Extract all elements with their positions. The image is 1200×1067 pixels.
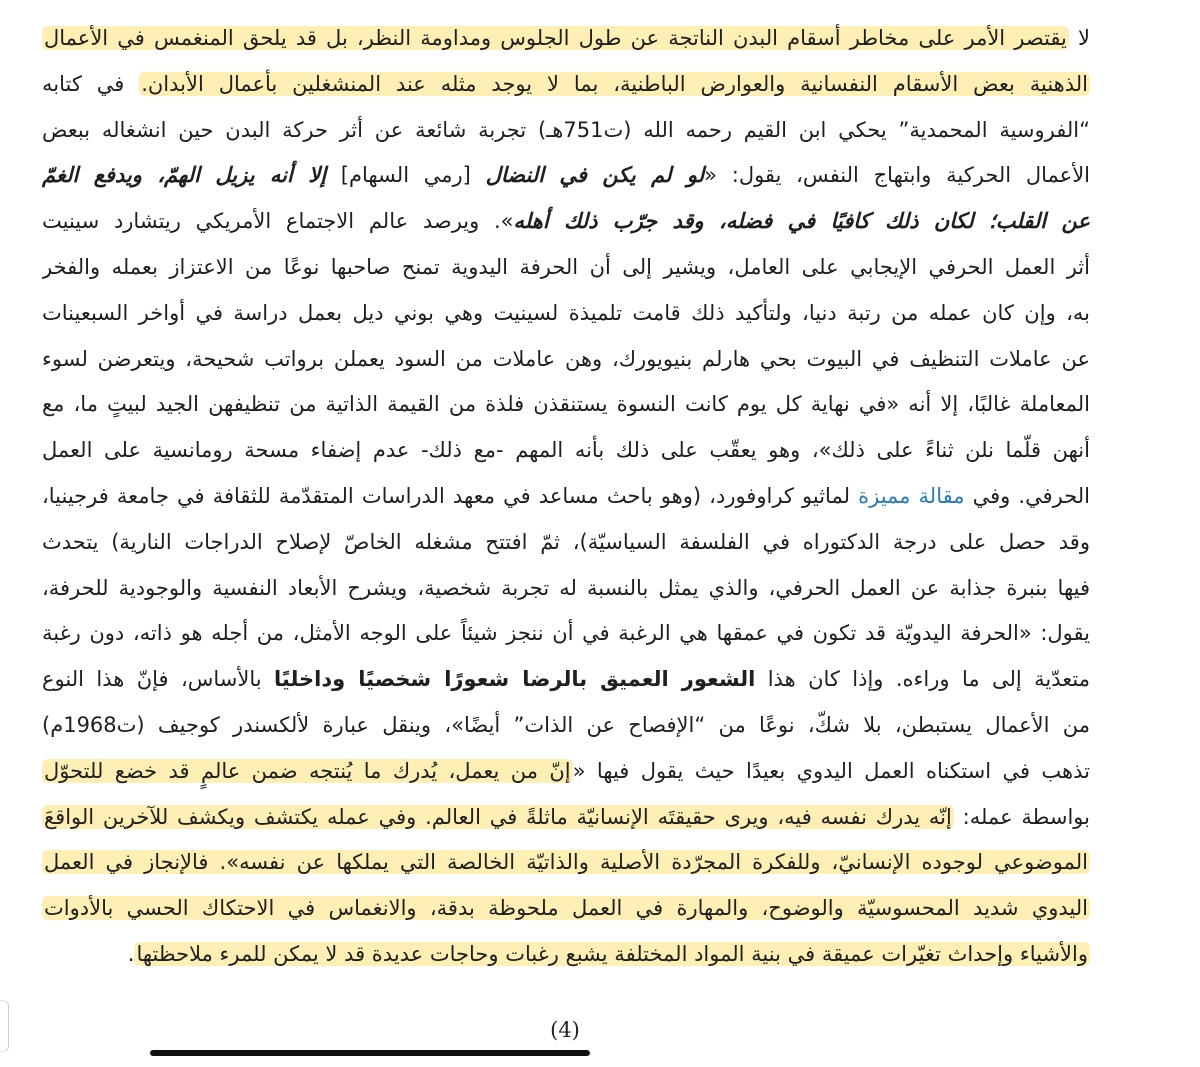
text-line [42, 566, 1090, 612]
page-number: (4) [550, 1018, 580, 1042]
text-line [42, 749, 1090, 795]
highlighted-text: إنّ من يعمل، يُدرك ما يُنتجه ضمن عالمٍ قد خضع للتحوّل [44, 758, 571, 783]
text-line [42, 153, 1090, 199]
text-line [42, 245, 1090, 291]
highlighted-text: الذهنية بعض الأسقام النفسانية والعوارض الباطنية، بما لا يوجد مثله عند المنشغلين بأعمال الأبدان. [141, 71, 1088, 96]
text-line [42, 886, 1090, 932]
text-line [42, 16, 1090, 62]
text-line [42, 474, 1090, 520]
body-text: الأعمال الحركية وابتهاج النفس، يقول: « [704, 163, 1090, 188]
bold-text: الشعور العميق بالرضا شعورًا شخصيًا وداخليًا [274, 667, 756, 692]
body-text: به، وإن كان عمله من رتبة دنيا، ولتأكيد ذلك قامت تلميذة لسينيت وهي بوني ديل بعمل دراسة في أواخر السبعينات [42, 300, 1090, 325]
body-text: من الأعمال يستبطن، بلا شكّ، نوعًا من “الإفصاح عن الذات” أيضًا»، وينقل عبارة لألكسندر كوجيف (ت1968م) [42, 712, 1090, 737]
body-text: يقول: «الحرفة اليدويّة قد تكون في عمقها هي الرغبة في أن ننجز شيئاً على الوجه الأمثل، من أجله هو ذاته، دون رغبة [42, 621, 1090, 646]
body-text: ». ويرصد عالم الاجتماع الأمريكي ريتشارد سينيت [42, 209, 514, 234]
body-text: المعاملة غالبًا، إلا أنه «في نهاية كل يوم كانت النسوة يستنقذن فلذة من القيمة الذاتية من تنظيفهن الجيد لبيتٍ ما، مع [42, 392, 1090, 417]
quoted-bold-text: إلا أنه يزيل الهمّ، ويدفع الغمّ [42, 163, 327, 188]
text-line [42, 520, 1090, 566]
text-line [42, 108, 1090, 154]
text-line [42, 291, 1090, 337]
body-text: لا [1068, 26, 1090, 50]
text-line [42, 657, 1090, 703]
text-line [42, 932, 1090, 978]
text-line [42, 795, 1090, 841]
body-text: وقد حصل على درجة الدكتوراه في الفلسفة السياسيّة)، ثمّ افتتح مشغله الخاصّ لإصلاح الدراجات النارية) يتحدث [42, 529, 1090, 554]
body-text: فيها بنبرة جذابة عن العمل الحرفي، والذي يمثل بالنسبة له تجربة شخصية، ويشرح الأبعاد النفسية والوجودية للحرفة، [42, 575, 1090, 600]
article-text [42, 16, 1090, 978]
body-text: [رمي السهام] [326, 163, 486, 188]
article-link[interactable]: مقالة مميزة [858, 483, 965, 508]
text-line [42, 199, 1090, 245]
body-text: أنهن قلّما نلن ثناءً على ذلك»، وهو يعقّب على ذلك بأنه المهم -مع ذلك- عدم إضفاء مسحة رومانسية على العمل [42, 438, 1090, 463]
body-text: عن عاملات التنظيف في البيوت بحي هارلم بنيويورك، وهن عاملات من السود يعملن برواتب شحيحة، ويتعرضن لسوء [42, 346, 1090, 371]
quoted-bold-text: عن القلب؛ لكان ذلك كافيًا في فضله، وقد جرّب ذلك أهله [513, 209, 1090, 234]
body-text: . [127, 941, 135, 966]
highlighted-text: الموضوعي لوجوده الإنسانيّ، وللفكرة المجرّدة الأصلية والذاتيّة الخالصة التي يملكها عن نفسه». فالإنجاز في العمل [44, 850, 1088, 875]
text-line [42, 337, 1090, 383]
text-line [42, 382, 1090, 428]
page-edge-tab[interactable] [0, 1000, 9, 1052]
text-line [42, 611, 1090, 657]
text-line [42, 703, 1090, 749]
highlighted-text: يقتصر الأمر على مخاطر أسقام البدن الناتجة عن طول الجلوس ومداومة النظر، بل قد يلحق المنغمس في الأعمال [44, 26, 1067, 50]
body-text: الحرفي. وفي [964, 483, 1090, 508]
body-text: تذهب في استكناه العمل اليدوي بعيدًا حيث يقول فيها « [572, 758, 1090, 783]
highlighted-text: إنّه يدرك نفسه فيه، ويرى حقيقتَه الإنسانيّة ماثلةً في العالم. وفي عمله يكتشف ويكشف للآخرين الواقعَ [44, 804, 952, 829]
body-text: “الفروسية المحمدية” يحكي ابن القيم رحمه الله (ت751هـ) تجربة شائعة عن أثر حركة البدن حين انشغاله ببعض [42, 117, 1090, 142]
body-text: لماثيو كراوفورد، (وهو باحث مساعد في معهد الدراسات المتقدّمة للثقافة في جامعة فرجينيا، [42, 483, 859, 508]
body-text: بالأساس، فإنّ هذا النوع [42, 667, 275, 692]
text-line [42, 62, 1090, 108]
body-text: متعدّية إلى ما وراءه. وإذا كان هذا [755, 667, 1090, 692]
text-line [42, 428, 1090, 474]
highlighted-text: والأشياء وإحداث تغيّرات عميقة في بنية المواد المختلفة يشبع رغبات وحاجات عديدة قد لا يمكن للمرء ملاحظتها [136, 941, 1088, 966]
text-line [42, 840, 1090, 886]
highlighted-text: اليدوي شديد المحسوسيّة والوضوح، والمهارة في العمل ملحوظة بدقة، والانغماس في الاحتكاك الحسي بالأدوات [44, 896, 1088, 921]
quoted-bold-text: لو لم يكن في النضال [485, 163, 705, 188]
body-text: في كتابه [42, 71, 140, 96]
home-indicator-bar[interactable] [150, 1050, 590, 1056]
body-text: بواسطة عمله: [953, 804, 1090, 829]
body-text: أثر العمل الحرفي الإيجابي على العامل، ويشير إلى أن الحرفة اليدوية تمنح صاحبها نوعًا من الاعتزاز بعمله والفخر [42, 254, 1090, 279]
